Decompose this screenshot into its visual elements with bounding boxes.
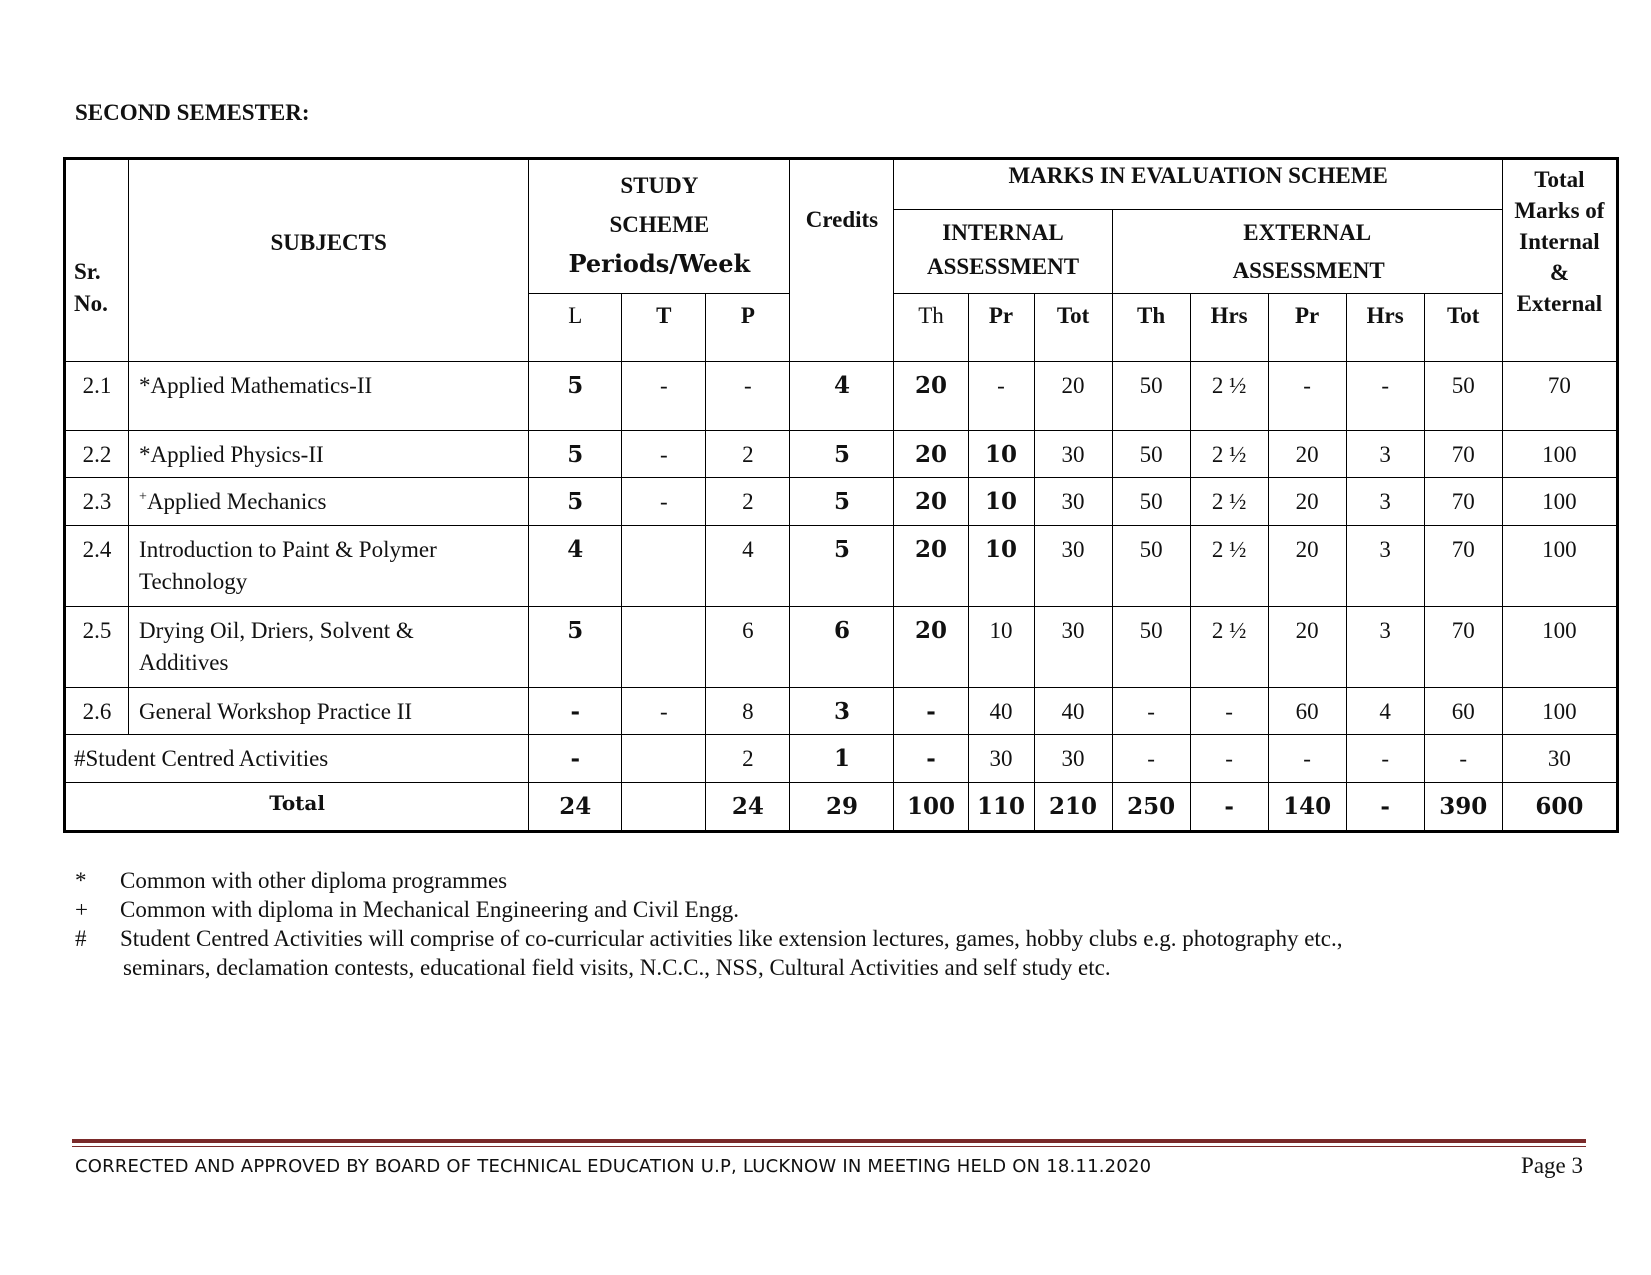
cell-sr: 2.3 — [65, 478, 129, 526]
header-internal-assessment: INTERNAL ASSESSMENT — [894, 209, 1112, 293]
footnote-continuation: seminars, declamation contests, educational field visits, N.C.C., NSS, Cultural Activities and self study etc. — [123, 955, 1111, 980]
footnote-mark: * — [75, 868, 87, 893]
study-scheme-line2: SCHEME — [609, 212, 710, 237]
table-row — [65, 735, 1618, 783]
cell-ext-th: 50 — [1112, 478, 1190, 526]
cell-ext-th: - — [1112, 735, 1190, 783]
header-int-pr: Pr — [968, 293, 1034, 361]
cell-ext-tot: - — [1424, 735, 1502, 783]
cell-ext-hrs1: 2 ½ — [1190, 430, 1268, 478]
header-int-th: Th — [894, 293, 968, 361]
cell-ext-pr: - — [1268, 735, 1346, 783]
header-L: L — [529, 293, 622, 361]
cell-T: - — [622, 687, 706, 735]
cell-ext-tot: 60 — [1424, 687, 1502, 735]
cell-sr: 2.2 — [65, 430, 129, 478]
total-L: 24 — [529, 783, 622, 832]
subject-line1: Drying Oil, Driers, Solvent & — [139, 617, 414, 643]
total-int-th: 100 — [894, 783, 968, 832]
cell-ext-tot: 70 — [1424, 430, 1502, 478]
cell-P: 2 — [706, 430, 790, 478]
cell-ext-th: - — [1112, 687, 1190, 735]
table-row — [65, 430, 1618, 478]
cell-total: 100 — [1502, 430, 1617, 478]
cell-int-pr: 10 — [968, 430, 1034, 478]
cell-int-pr: 10 — [968, 478, 1034, 526]
total-int-pr: 110 — [968, 783, 1034, 832]
cell-ext-th: 50 — [1112, 526, 1190, 607]
cell-ext-tot: 50 — [1424, 362, 1502, 430]
total-P: 24 — [706, 783, 790, 832]
subject-text: Applied Mechanics — [146, 489, 327, 515]
cell-ext-hrs2: 3 — [1346, 478, 1424, 526]
footer-approval-text: CORRECTED AND APPROVED BY BOARD OF TECHNICAL EDUCATION U.P, LUCKNOW IN MEETING HELD ON 18.11.2020 — [75, 1156, 1152, 1177]
cell-P: 4 — [706, 526, 790, 607]
cell-subject — [129, 526, 529, 607]
page-number: Page 3 — [1521, 1153, 1583, 1178]
cell-total: 100 — [1502, 687, 1617, 735]
cell-ext-hrs1: - — [1190, 735, 1268, 783]
subject-line1: Introduction to Paint & Polymer — [139, 537, 437, 563]
cell-ext-hrs2: - — [1346, 362, 1424, 430]
cell-ext-hrs1: 2 ½ — [1190, 526, 1268, 607]
cell-L: 5 — [529, 362, 622, 430]
cell-P: 2 — [706, 735, 790, 783]
table-row — [65, 362, 1618, 430]
cell-P: - — [706, 362, 790, 430]
cell-ext-hrs1: - — [1190, 687, 1268, 735]
cell-L: - — [529, 735, 622, 783]
cell-T — [622, 735, 706, 783]
header-total-marks: Total Marks of Internal & External — [1502, 159, 1617, 362]
cell-int-tot: 30 — [1034, 478, 1112, 526]
footer-divider — [72, 1139, 1586, 1143]
header-ext-tot: Tot — [1424, 293, 1502, 361]
cell-credits: 5 — [790, 430, 894, 478]
cell-T: - — [622, 430, 706, 478]
total-ext-pr: 140 — [1268, 783, 1346, 832]
cell-ext-hrs2: 3 — [1346, 526, 1424, 607]
cell-T: - — [622, 478, 706, 526]
cell-credits: 3 — [790, 687, 894, 735]
table-row — [65, 478, 1618, 526]
footnote — [75, 895, 1343, 924]
cell-credits: 1 — [790, 735, 894, 783]
cell-credits: 4 — [790, 362, 894, 430]
cell-int-pr: 10 — [968, 606, 1034, 687]
cell-credits: 5 — [790, 526, 894, 607]
cell-ext-pr: - — [1268, 362, 1346, 430]
cell-int-th: 20 — [894, 478, 968, 526]
cell-int-th: - — [894, 687, 968, 735]
footnote-text: Student Centred Activities will comprise of co-curricular activities like extension lectures, games, hobby clubs e.g. photography etc., — [120, 926, 1343, 951]
cell-ext-tot: 70 — [1424, 606, 1502, 687]
cell-ext-hrs2: - — [1346, 735, 1424, 783]
header-sr-no: Sr. No. — [65, 159, 129, 362]
cell-ext-hrs1: 2 ½ — [1190, 478, 1268, 526]
cell-L: - — [529, 687, 622, 735]
cell-sr: 2.5 — [65, 606, 129, 687]
footnote — [75, 866, 1343, 895]
cell-credits: 5 — [790, 478, 894, 526]
cell-ext-hrs2: 4 — [1346, 687, 1424, 735]
cell-L: 4 — [529, 526, 622, 607]
footnote — [75, 924, 1343, 953]
study-scheme-periods: Periods/Week — [568, 249, 751, 278]
cell-subject: #Student Centred Activities — [65, 735, 529, 783]
cell-sr: 2.4 — [65, 526, 129, 607]
cell-ext-th: 50 — [1112, 362, 1190, 430]
total-ext-tot: 390 — [1424, 783, 1502, 832]
cell-T — [622, 606, 706, 687]
evaluation-scheme-table — [63, 157, 1619, 833]
cell-int-pr: 40 — [968, 687, 1034, 735]
total-ext-th: 250 — [1112, 783, 1190, 832]
cell-ext-pr: 20 — [1268, 606, 1346, 687]
header-T: T — [622, 293, 706, 361]
cell-total: 30 — [1502, 735, 1617, 783]
cell-int-th: 20 — [894, 606, 968, 687]
cell-L: 5 — [529, 606, 622, 687]
cell-int-pr: 30 — [968, 735, 1034, 783]
cell-subject: General Workshop Practice II — [129, 687, 529, 735]
cell-int-tot: 30 — [1034, 735, 1112, 783]
cell-ext-tot: 70 — [1424, 478, 1502, 526]
cell-total: 70 — [1502, 362, 1617, 430]
cell-P: 6 — [706, 606, 790, 687]
cell-int-tot: 40 — [1034, 687, 1112, 735]
cell-ext-pr: 20 — [1268, 526, 1346, 607]
header-marks-scheme: MARKS IN EVALUATION SCHEME — [894, 159, 1502, 210]
total-ext-hrs1: - — [1190, 783, 1268, 832]
cell-P: 8 — [706, 687, 790, 735]
cell-subject: *Applied Mathematics-II — [129, 362, 529, 430]
cell-T — [622, 526, 706, 607]
cell-int-pr: - — [968, 362, 1034, 430]
header-external-assessment: EXTERNAL ASSESSMENT — [1112, 209, 1502, 293]
study-scheme-line1: STUDY — [620, 173, 699, 198]
cell-L: 5 — [529, 430, 622, 478]
header-P: P — [706, 293, 790, 361]
cell-int-tot: 30 — [1034, 430, 1112, 478]
header-study-scheme — [529, 159, 790, 294]
header-ext-pr: Pr — [1268, 293, 1346, 361]
table-row — [65, 606, 1618, 687]
cell-int-th: - — [894, 735, 968, 783]
cell-sr: 2.6 — [65, 687, 129, 735]
header-ext-hrs2: Hrs — [1346, 293, 1424, 361]
footnote-text: Common with other diploma programmes — [120, 868, 508, 893]
table-row — [65, 687, 1618, 735]
cell-subject: *Applied Physics-II — [129, 430, 529, 478]
cell-L: 5 — [529, 478, 622, 526]
footer-divider-thin — [72, 1146, 1586, 1147]
cell-ext-pr: 20 — [1268, 478, 1346, 526]
cell-total: 100 — [1502, 478, 1617, 526]
cell-total: 100 — [1502, 606, 1617, 687]
footnote-text: Common with diploma in Mechanical Engineering and Civil Engg. — [120, 897, 739, 922]
table-row — [65, 526, 1618, 607]
header-credits: Credits — [790, 159, 894, 362]
total-credits: 29 — [790, 783, 894, 832]
cell-ext-hrs1: 2 ½ — [1190, 606, 1268, 687]
cell-total: 100 — [1502, 526, 1617, 607]
cell-ext-pr: 60 — [1268, 687, 1346, 735]
cell-int-tot: 30 — [1034, 526, 1112, 607]
total-row — [65, 783, 1618, 832]
subject-footnote-mark: + — [139, 489, 147, 505]
header-ext-hrs1: Hrs — [1190, 293, 1268, 361]
cell-ext-th: 50 — [1112, 606, 1190, 687]
cell-ext-hrs2: 3 — [1346, 606, 1424, 687]
subject-line2: Additives — [139, 649, 229, 675]
cell-subject — [129, 606, 529, 687]
header-subjects: SUBJECTS — [129, 159, 529, 362]
page-heading: SECOND SEMESTER: — [75, 100, 310, 125]
total-ext-hrs2: - — [1346, 783, 1424, 832]
footnotes — [75, 866, 1343, 982]
header-int-tot: Tot — [1034, 293, 1112, 361]
subject-line2: Technology — [139, 569, 248, 595]
cell-ext-tot: 70 — [1424, 526, 1502, 607]
footnote-mark: # — [75, 926, 87, 951]
header-ext-th: Th — [1112, 293, 1190, 361]
total-T — [622, 783, 706, 832]
cell-int-pr: 10 — [968, 526, 1034, 607]
cell-P: 2 — [706, 478, 790, 526]
cell-int-th: 20 — [894, 526, 968, 607]
cell-int-tot: 30 — [1034, 606, 1112, 687]
footnote-mark: + — [75, 897, 88, 922]
cell-sr: 2.1 — [65, 362, 129, 430]
cell-credits: 6 — [790, 606, 894, 687]
cell-ext-th: 50 — [1112, 430, 1190, 478]
cell-T: - — [622, 362, 706, 430]
cell-ext-hrs1: 2 ½ — [1190, 362, 1268, 430]
cell-ext-pr: 20 — [1268, 430, 1346, 478]
total-int-tot: 210 — [1034, 783, 1112, 832]
cell-ext-hrs2: 3 — [1346, 430, 1424, 478]
cell-subject — [129, 478, 529, 526]
cell-int-th: 20 — [894, 362, 968, 430]
cell-int-tot: 20 — [1034, 362, 1112, 430]
total-grand: 600 — [1502, 783, 1617, 832]
total-label: Total — [65, 783, 529, 832]
cell-int-th: 20 — [894, 430, 968, 478]
